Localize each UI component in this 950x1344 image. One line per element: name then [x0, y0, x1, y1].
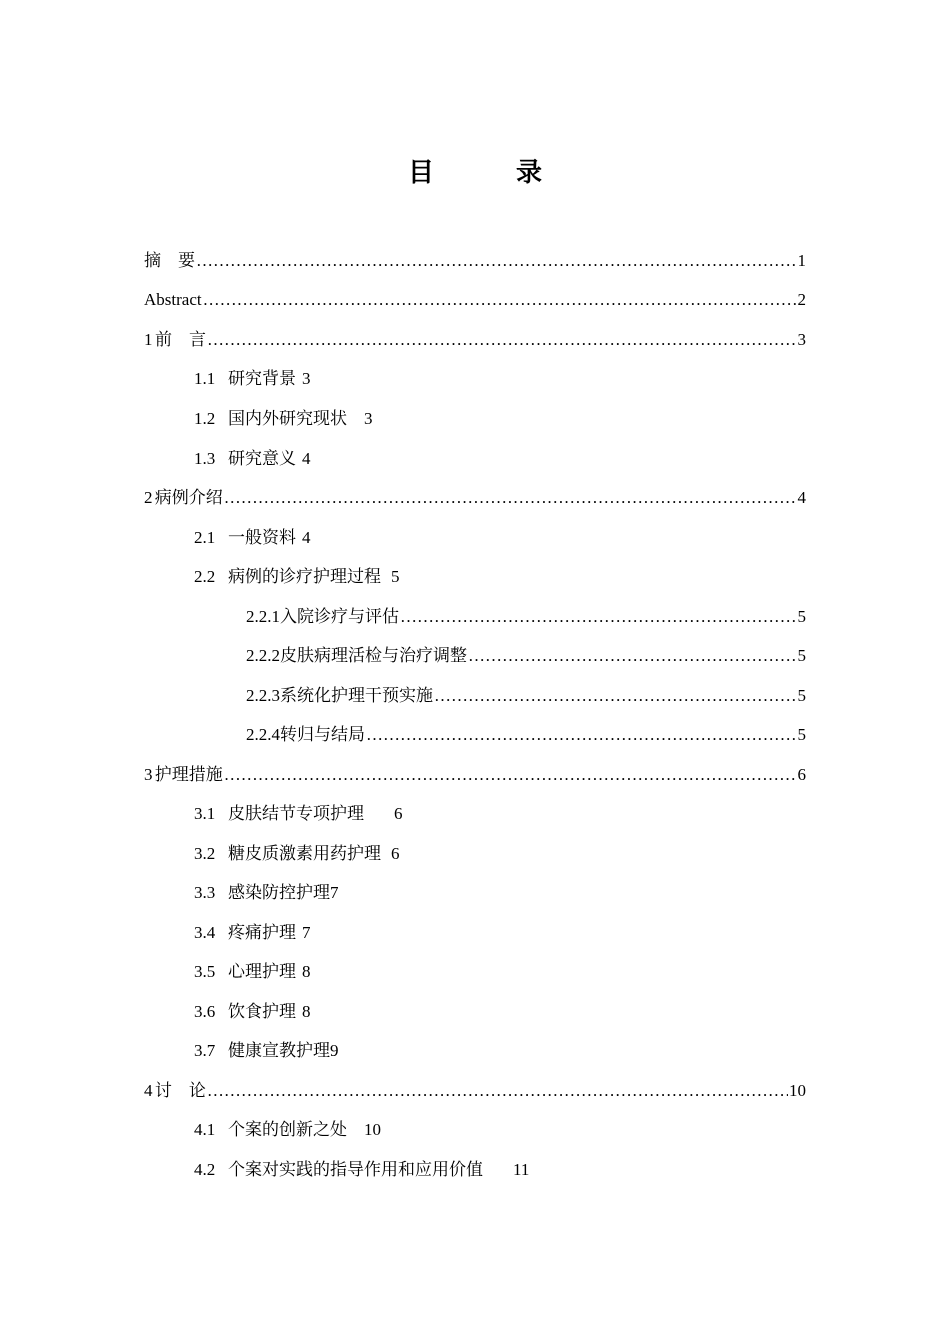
- toc-number: 2.2.4: [246, 725, 280, 744]
- toc-page: 5: [797, 725, 806, 744]
- toc-label: 研究意义: [228, 449, 296, 468]
- toc-entry-4-2[interactable]: [194, 1150, 529, 1190]
- toc-leader: [207, 1071, 788, 1111]
- toc-label: 病例的诊疗护理过程: [228, 567, 381, 586]
- toc-number: 3.5: [194, 962, 216, 981]
- toc-entry-3-4[interactable]: [194, 913, 311, 953]
- toc-page: 10: [364, 1120, 381, 1139]
- toc-number: 2: [144, 488, 153, 507]
- toc-number: 3: [144, 765, 153, 784]
- toc-number: 2.2.1: [246, 607, 280, 626]
- toc-entry-4-1[interactable]: [194, 1110, 381, 1150]
- toc-number: 4: [144, 1081, 153, 1100]
- toc-leader: [196, 241, 797, 281]
- toc-page: 4: [302, 528, 311, 547]
- toc-page: 5: [797, 646, 806, 665]
- toc-label: 糖皮质激素用药护理: [228, 844, 381, 863]
- toc-label: 个案的创新之处: [228, 1120, 347, 1139]
- toc-number: 1.1: [194, 369, 216, 388]
- toc-leader: [224, 755, 797, 795]
- toc-number: 2.1: [194, 528, 216, 547]
- toc-label: 入院诊疗与评估: [280, 607, 399, 626]
- toc-entry-2-1[interactable]: [194, 518, 311, 558]
- toc-page: 8: [302, 962, 311, 981]
- toc-page: 5: [391, 567, 400, 586]
- toc-page: 3: [797, 330, 806, 349]
- toc-entry-3-1[interactable]: [194, 794, 403, 834]
- toc-number: 1: [144, 330, 153, 349]
- toc-page: 1: [797, 251, 806, 270]
- toc-number: 4.2: [194, 1160, 216, 1179]
- toc-number: 3.2: [194, 844, 216, 863]
- toc-label: 皮肤病理活检与治疗调整: [280, 646, 467, 665]
- toc-entry-3-2[interactable]: [194, 834, 400, 874]
- toc-entry-3-7[interactable]: [194, 1031, 339, 1071]
- toc-page: 5: [797, 686, 806, 705]
- toc-label: 摘 要: [144, 251, 195, 270]
- toc-page: 2: [797, 290, 806, 309]
- toc-entry-1-2[interactable]: [194, 399, 373, 439]
- toc-label: 护理措施: [154, 765, 223, 784]
- toc-leader: [400, 597, 797, 637]
- toc-number: 3.1: [194, 804, 216, 823]
- toc-label: 健康宣教护理: [228, 1041, 330, 1060]
- toc-label: 一般资料: [228, 528, 296, 547]
- toc-number: 4.1: [194, 1120, 216, 1139]
- toc-entry-2-2-4[interactable]: [246, 715, 806, 755]
- toc-label: 饮食护理: [228, 1002, 296, 1021]
- toc-number: 1.2: [194, 409, 216, 428]
- toc-label: 病例介绍: [154, 488, 223, 507]
- toc-page: 7: [330, 883, 339, 902]
- toc-page: 10: [789, 1081, 806, 1100]
- toc-page: 7: [302, 923, 311, 942]
- toc-label: 心理护理: [228, 962, 296, 981]
- toc-label: 前 言: [155, 330, 207, 349]
- toc-number: 3.7: [194, 1041, 216, 1060]
- toc-entry-3[interactable]: [144, 755, 806, 795]
- toc-entry-4[interactable]: [144, 1071, 806, 1111]
- toc-leader: [207, 320, 796, 360]
- toc-label: 研究背景: [228, 369, 296, 388]
- toc-label: 国内外研究现状: [228, 409, 347, 428]
- toc-entry-3-6[interactable]: [194, 992, 311, 1032]
- toc-entry-abstract-en[interactable]: [144, 280, 806, 320]
- toc-leader: [468, 636, 797, 676]
- toc-number: 3.3: [194, 883, 216, 902]
- toc-page: 6: [394, 804, 403, 823]
- toc-entry-2-2-2[interactable]: [246, 636, 806, 676]
- toc-number: 2.2.2: [246, 646, 280, 665]
- toc-label: Abstract: [144, 290, 202, 309]
- toc-entry-3-3[interactable]: [194, 873, 339, 913]
- toc-page: 9: [330, 1041, 339, 1060]
- toc-entry-3-5[interactable]: [194, 952, 311, 992]
- toc-entry-1-3[interactable]: [194, 439, 311, 479]
- toc-leader: [434, 676, 797, 716]
- toc-entry-2-2-3[interactable]: [246, 676, 806, 716]
- toc-label: 系统化护理干预实施: [280, 686, 433, 705]
- toc-entry-1[interactable]: [144, 320, 806, 360]
- toc-page: 4: [302, 449, 311, 468]
- toc-label: 皮肤结节专项护理: [228, 804, 364, 823]
- toc-label: 个案对实践的指导作用和应用价值: [228, 1160, 483, 1179]
- toc-leader: [366, 715, 797, 755]
- toc-entry-2[interactable]: [144, 478, 806, 518]
- toc-entry-abstract-cn[interactable]: [144, 241, 806, 281]
- toc-number: 3.4: [194, 923, 216, 942]
- toc-leader: [203, 280, 797, 320]
- toc-number: 2.2: [194, 567, 216, 586]
- toc-number: 1.3: [194, 449, 216, 468]
- toc-number: 3.6: [194, 1002, 216, 1021]
- toc-entry-2-2[interactable]: [194, 557, 400, 597]
- toc-page: 11: [513, 1160, 530, 1179]
- toc-page: 4: [797, 488, 806, 507]
- toc-page: 6: [391, 844, 400, 863]
- toc-entry-1-1[interactable]: [194, 359, 311, 399]
- toc-label: 讨 论: [154, 1081, 206, 1100]
- toc-label: 转归与结局: [280, 725, 365, 744]
- toc-label: 感染防控护理: [228, 883, 330, 902]
- toc-leader: [224, 478, 797, 518]
- toc-page: 3: [302, 369, 311, 388]
- toc-page: 5: [797, 607, 806, 626]
- toc-label: 疼痛护理: [228, 923, 296, 942]
- page-title: 目 录: [407, 158, 570, 188]
- toc-entry-2-2-1[interactable]: [246, 597, 806, 637]
- toc-number: 2.2.3: [246, 686, 280, 705]
- toc-page: 6: [797, 765, 806, 784]
- toc-page: 8: [302, 1002, 311, 1021]
- toc-page: 3: [364, 409, 373, 428]
